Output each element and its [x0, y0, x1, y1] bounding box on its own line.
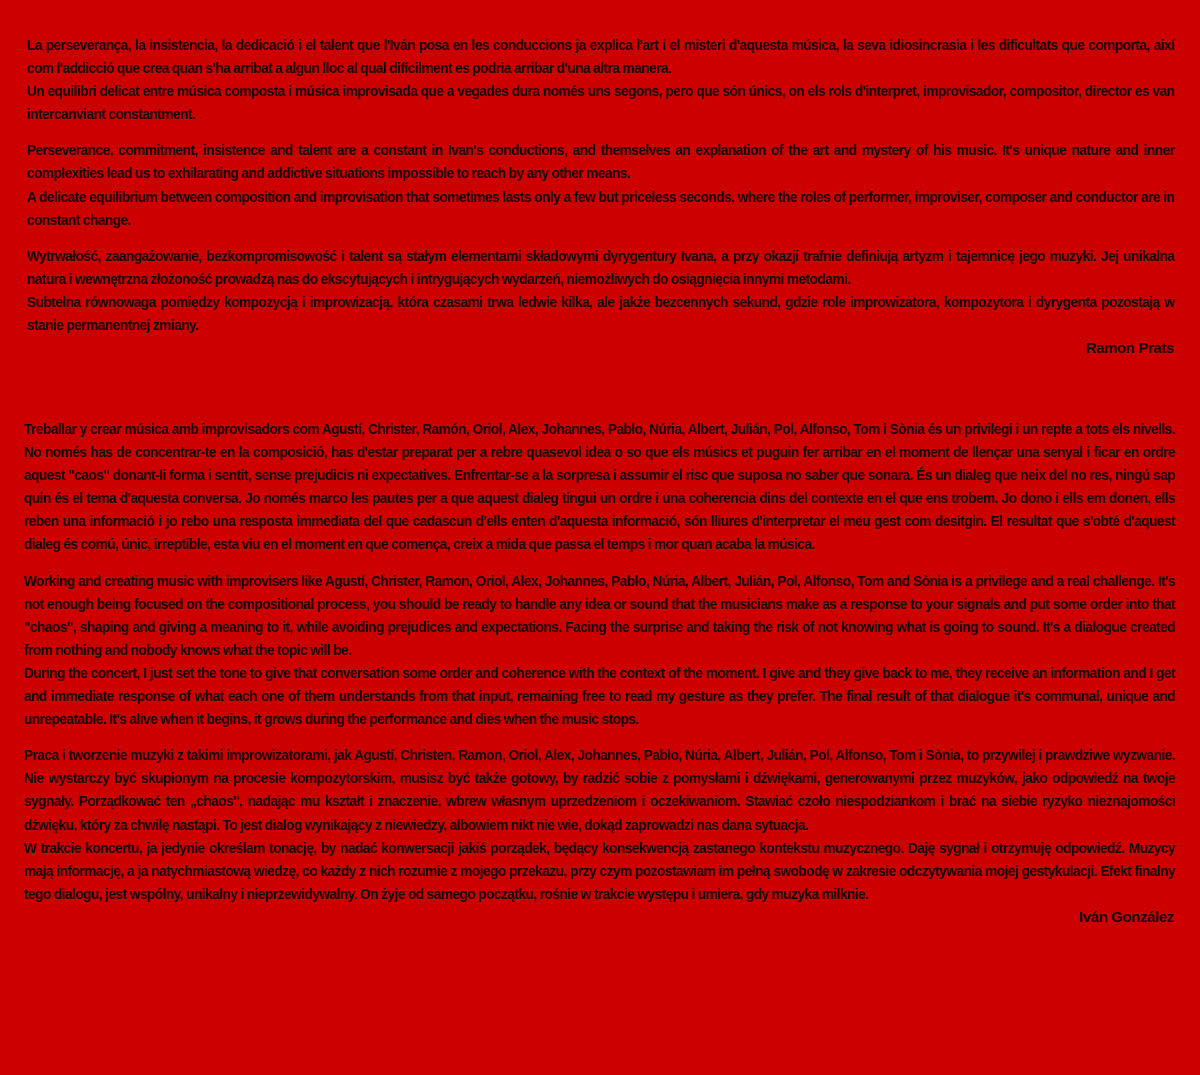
ramon-prats-text [0, 34, 1200, 360]
paragraph: Working and creating music with improvisers like Agustí, Christer, Ramon, Oriol, Alex, Johannes, Pablo, Núria, Albert, Julián, Pol, Alfonso, Tom and Sònia is a privilege and a real challenge. It's not enough being focused on the compositional process, you should be ready to handle any idea or sound that the musicians make as a response to your signals and put some order into that "chaos", shaping and giving a meaning to it, while avoiding prejudices and expectations. Facing the surprise and taking the risk of not knowing what is going to sound. It's a dialogue created from nothing and nobody knows what the topic will be. [24, 572, 1176, 659]
paragraph: La perseverança, la insistencia, la dedicació i el talent que l'Iván posa en les conduccions ja explica l'art i el misteri d'aquesta música, la seva idiosincrasia i les dificultats que comporta, així com l'addicció que crea quan s'ha arribat a algun lloc al qual difícilment es podria arribar d'una altra manera. [27, 37, 1175, 78]
polish-block [0, 744, 1200, 906]
paragraph: Wytrwałość, zaangażowanie, bezkompromisowość i talent są stałym elementami składowymi dyrygentury Ivana, a przy okazji trafnie definiują artyzm i tajemnicę jego muzyki. Jej unikalna natura i wewnętrzna złożoność prowadzą nas do ekscytujących i intrygujących wydarzeń, niemożliwych do osiągnięcia innymi metodami. [27, 247, 1175, 288]
english-block [0, 570, 1200, 732]
paragraph: Subtelna równowaga pomiędzy kompozycją i improwizacją, która czasami trwa ledwie kilka, ale jakże bezcennych sekund, gdzie role improwizatora, kompozytora i dyrygenta pozostają w stanie permanentnej zmiany. [27, 293, 1175, 335]
english-block [0, 139, 1200, 231]
ivan-gonzalez-text [0, 418, 1200, 929]
paragraph: Perseverance, commitment, insistence and talent are a constant in Ivan's conductions, and themselves an explanation of the art and mystery of his music. It's unique nature and inner complexities lead us to exhilarating and addictive situations impossible to reach by any other means. [27, 142, 1175, 183]
catalan-block [0, 34, 1200, 126]
catalan-block [0, 418, 1200, 557]
paragraph: W trakcie koncertu, ja jedynie określam tonację, by nadać konwersacji jakiś porządek, będący konsekwencją zastanego kontekstu muzycznego. Daję sygnał i otrzymuję odpowiedź. Muzycy mają informację, a ja natychmiastową wiedzę, co każdy z nich rozumie z mojego przekazu, przy czym pozostawiam im pełną swobodę w zakresie odczytywania mojej gestykulacji. Efekt finalny tego dialogu, jest wspólny, unikalny i nieprzewidywalny. On żyje od samego początku, rośnie w trakcie występu i umiera, gdy muzyka milknie. [24, 839, 1176, 903]
paragraph: Un equilibri delicat entre música composta i música improvisada que a vegades dura només uns segons, pero que són únics, on els rols d'interpret, improvisador, compositor, director es van intercanviant constantment. [27, 83, 1175, 124]
paragraph: Treballar y crear música amb improvisadors com Agustí, Christer, Ramón, Oriol, Alex, Johannes, Pablo, Núria, Albert, Julián, Pol, Alfonso, Tom i Sònia és un privilegi i un repte a tots els nivells. No només has de concentrar-te en la composició, has d'estar preparat per a rebre quasevol idea o so que els músics et puguin fer arribar en el moment de llençar una senyal i ficar en ordre aquest "caos" donant-li forma i sentit, sense prejudicis ni expectatives. Enfrentar-se a la sorpresa i assumir el risc que suposa no saber que sonara. És un dialeg que neix del no res, ningú sap quin és el tema d'aquesta conversa. Jo només marco les pautes per a que aquest dialeg tingui un ordre i una coherencia dins del contexte en el que ens trobem. Jo dono i ells em donen, ells reben una informació i jo rebo una resposta immediata del que cadascun d'ells enten d'aquesta informació, són lliures d'interpretar el meu gest com desitgin. El resultat que s'obté d'aquest dialeg és comú, únic, irreptible, esta viu en el moment en que comença, creix a mida que passa el temps i mor quan acaba la música. [24, 421, 1176, 554]
paragraph: Praca i tworzenie muzyki z takimi improwizatorami, jak Agustí, Christen, Ramon, Oriol, Alex, Johannes, Pablo, Núria, Albert, Julián, Pol, Alfonso, Tom i Sònia, to przywilej i prawdziwe wyzwanie. Nie wystarczy być skupionym na procesie kompozytorskim, musisz być także gotowy, by radzić sobie z pomysłami i dźwiękami, generowanymi przez muzyków, jako odpowiedź na twoje sygnały. Porządkować ten „chaos", nadając mu kształt i znaczenie, wbrew własnym uprzedzeniom i oczekiwaniom. Stawiać czoło niespodziankom i brać na siebie ryzyko nieznajomości dźwięku, który za chwilę nastąpi. To jest dialog wynikający z niewiedzy, albowiem nikt nie wie, dokąd zaprowadzi nas dana sytuacja. [24, 747, 1176, 834]
paragraph: During the concert, I just set the tone to give that conversation some order and coherence with the context of the moment. I give and they give back to me, they receive an information and I get and immediate response of what each one of them understands from that input, remaining free to read my gesture as they prefer. The final result of that dialogue it's communal, unique and unrepeatable. It's alive when it begins, it grows during the performance and dies when the music stops. [24, 664, 1176, 729]
author-signature: Iván González [1079, 908, 1174, 926]
author-signature: Ramon Prats [1085, 340, 1174, 358]
polish-block [0, 245, 1200, 337]
paragraph: A delicate equilibrium between composition and improvisation that sometimes lasts only a few but priceless seconds, where the roles of performer, improviser, composer and conductor are in constant change. [27, 188, 1175, 229]
